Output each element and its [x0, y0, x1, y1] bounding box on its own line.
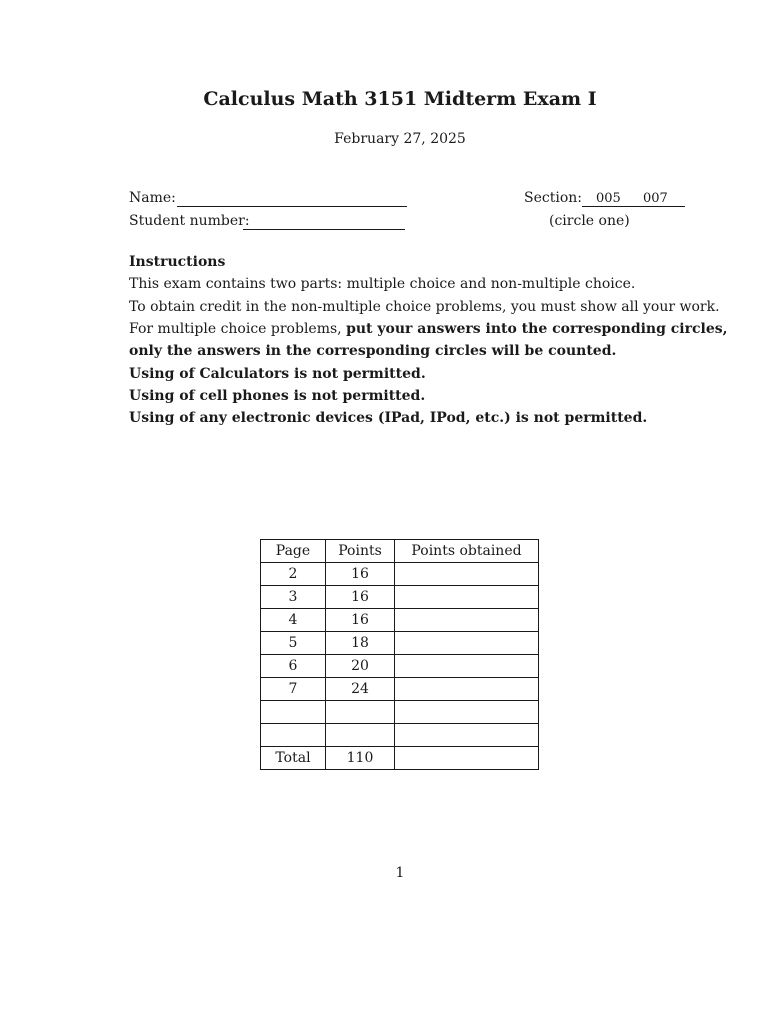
- points-cell: 16: [326, 586, 395, 609]
- instruction-line: Using of Calculators is not permitted.: [129, 366, 426, 382]
- student-number-label: Student number:: [129, 213, 250, 229]
- points-obtained-cell[interactable]: [395, 724, 539, 747]
- instructions-heading: Instructions: [129, 254, 226, 270]
- exam-title: Calculus Math 3151 Midterm Exam I: [203, 88, 597, 110]
- table-row: [261, 563, 539, 586]
- points-cell: 24: [326, 678, 395, 701]
- page-cell: 2: [261, 563, 326, 586]
- table-row: [261, 701, 539, 724]
- column-header-points-obtained: Points obtained: [395, 540, 539, 563]
- instruction-line: Using of any electronic devices (IPad, IPod, etc.) is not permitted.: [129, 410, 648, 426]
- instruction-line: To obtain credit in the non-multiple choice problems, you must show all your work.: [129, 299, 720, 315]
- name-field[interactable]: [177, 206, 407, 207]
- points-obtained-cell[interactable]: [395, 632, 539, 655]
- instruction-line: Using of cell phones is not permitted.: [129, 388, 426, 404]
- total-label-cell: Total: [261, 747, 326, 770]
- instruction-text: For multiple choice problems,: [129, 321, 347, 337]
- table-row: [261, 586, 539, 609]
- table-row: [261, 632, 539, 655]
- table-header-row: [261, 540, 539, 563]
- points-obtained-cell[interactable]: [395, 609, 539, 632]
- table-row: [261, 609, 539, 632]
- section-label: Section:: [524, 190, 582, 206]
- section-option-005[interactable]: 005: [596, 191, 621, 206]
- table-row: [261, 655, 539, 678]
- points-cell: [326, 724, 395, 747]
- name-label: Name:: [129, 190, 176, 206]
- points-cell: 16: [326, 563, 395, 586]
- page-cell: 5: [261, 632, 326, 655]
- page-cell: 3: [261, 586, 326, 609]
- section-hint: (circle one): [549, 213, 630, 229]
- page-cell: [261, 701, 326, 724]
- points-obtained-cell[interactable]: [395, 701, 539, 724]
- points-obtained-cell[interactable]: [395, 563, 539, 586]
- section-field-line: [582, 206, 685, 207]
- column-header-page: Page: [261, 540, 326, 563]
- section-option-007[interactable]: 007: [643, 191, 668, 206]
- points-cell: [326, 701, 395, 724]
- student-number-field[interactable]: [243, 229, 405, 230]
- total-points-cell: 110: [326, 747, 395, 770]
- column-header-points: Points: [326, 540, 395, 563]
- points-cell: 18: [326, 632, 395, 655]
- page-cell: 4: [261, 609, 326, 632]
- points-obtained-cell[interactable]: [395, 678, 539, 701]
- instruction-emphasis: put your answers into the corresponding circles,: [346, 321, 728, 337]
- points-cell: 20: [326, 655, 395, 678]
- table-row: [261, 678, 539, 701]
- instruction-line: This exam contains two parts: multiple choice and non-multiple choice.: [129, 276, 636, 292]
- total-obtained-cell[interactable]: [395, 747, 539, 770]
- page-number: 1: [395, 865, 405, 881]
- page-cell: 6: [261, 655, 326, 678]
- points-cell: 16: [326, 609, 395, 632]
- page-cell: 7: [261, 678, 326, 701]
- page-cell: [261, 724, 326, 747]
- instruction-line: only the answers in the corresponding circles will be counted.: [129, 343, 617, 359]
- score-table: [260, 539, 539, 770]
- points-obtained-cell[interactable]: [395, 586, 539, 609]
- exam-date: February 27, 2025: [334, 131, 466, 147]
- instruction-line: [129, 321, 728, 337]
- points-obtained-cell[interactable]: [395, 655, 539, 678]
- table-row: [261, 724, 539, 747]
- table-total-row: [261, 747, 539, 770]
